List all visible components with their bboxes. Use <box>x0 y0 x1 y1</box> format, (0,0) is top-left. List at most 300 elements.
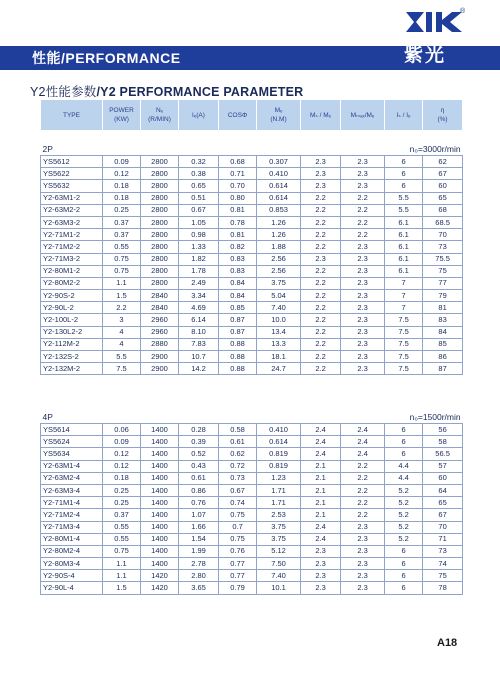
value-cell: 2.3 <box>301 558 341 570</box>
value-cell: 0.09 <box>103 156 141 168</box>
value-cell: 0.81 <box>219 229 257 241</box>
value-cell: 0.12 <box>103 448 141 460</box>
table-row <box>41 351 463 363</box>
value-cell: 68.5 <box>423 216 463 228</box>
value-cell: 1.26 <box>257 216 301 228</box>
value-cell: 2.56 <box>257 265 301 277</box>
value-cell: 0.87 <box>219 314 257 326</box>
value-cell: 73 <box>423 545 463 557</box>
value-cell: 7 <box>385 302 423 314</box>
value-cell: 6.14 <box>179 314 219 326</box>
value-cell: 5.12 <box>257 545 301 557</box>
value-cell: 0.55 <box>103 533 141 545</box>
value-cell: 2.3 <box>341 302 385 314</box>
table-row <box>41 204 463 216</box>
value-cell: 70 <box>423 229 463 241</box>
value-cell: 2.2 <box>301 314 341 326</box>
value-cell: 0.88 <box>219 338 257 350</box>
motor-type-cell: Y2-80M2-4 <box>41 545 103 557</box>
value-cell: 2900 <box>141 363 179 375</box>
table-row <box>41 436 463 448</box>
page-subtitle <box>30 82 303 100</box>
speed-label: n₀=3000r/min <box>409 143 461 154</box>
column-header-text: Mₘₐₓ/Mₑ <box>350 111 375 119</box>
value-cell: 2.4 <box>301 521 341 533</box>
table-row <box>41 277 463 289</box>
value-cell: 0.18 <box>103 472 141 484</box>
value-cell: 13.3 <box>257 338 301 350</box>
value-cell: 1400 <box>141 484 179 496</box>
value-cell: 2.4 <box>301 424 341 436</box>
value-cell: 2.3 <box>341 570 385 582</box>
subtitle-cn: Y2性能参数 <box>30 85 97 99</box>
motor-type-cell: Y2-71M2-2 <box>41 241 103 253</box>
value-cell: 81 <box>423 302 463 314</box>
table-row <box>41 497 463 509</box>
table-4p <box>40 410 463 595</box>
value-cell: 2.49 <box>179 277 219 289</box>
value-cell: 67 <box>423 509 463 521</box>
value-cell: 10.0 <box>257 314 301 326</box>
value-cell: 85 <box>423 338 463 350</box>
value-cell: 1.99 <box>179 545 219 557</box>
value-cell: 2800 <box>141 192 179 204</box>
table-row <box>41 338 463 350</box>
value-cell: 0.65 <box>179 180 219 192</box>
value-cell: 5.5 <box>103 351 141 363</box>
table-row <box>41 180 463 192</box>
table-row <box>41 326 463 338</box>
column-header <box>219 100 257 131</box>
value-cell: 78 <box>423 582 463 594</box>
value-cell: 2.4 <box>341 436 385 448</box>
value-cell: 2.2 <box>301 192 341 204</box>
value-cell: 2.3 <box>341 351 385 363</box>
value-cell: 0.28 <box>179 424 219 436</box>
value-cell: 2800 <box>141 180 179 192</box>
value-cell: 2.4 <box>301 436 341 448</box>
value-cell: 7.50 <box>257 558 301 570</box>
value-cell: 1.33 <box>179 241 219 253</box>
value-cell: 0.68 <box>219 156 257 168</box>
value-cell: 1400 <box>141 509 179 521</box>
registered-mark: ® <box>460 8 466 15</box>
value-cell: 2.1 <box>301 497 341 509</box>
value-cell: 2800 <box>141 277 179 289</box>
motor-type-cell: Y2-63M1-2 <box>41 192 103 204</box>
value-cell: 0.55 <box>103 521 141 533</box>
column-header <box>385 100 423 131</box>
value-cell: 2.80 <box>179 570 219 582</box>
column-header-text: (N.M) <box>270 116 287 123</box>
column-header-text: (R/MIN) <box>148 116 171 123</box>
value-cell: 14.2 <box>179 363 219 375</box>
value-cell: 2.2 <box>301 265 341 277</box>
value-cell: 0.819 <box>257 448 301 460</box>
value-cell: 2.4 <box>301 448 341 460</box>
motor-type-cell: YS5634 <box>41 448 103 460</box>
table-row <box>41 229 463 241</box>
value-cell: 2.2 <box>341 509 385 521</box>
value-cell: 1.1 <box>103 277 141 289</box>
value-cell: 57 <box>423 460 463 472</box>
value-cell: 2800 <box>141 229 179 241</box>
value-cell: 0.77 <box>219 570 257 582</box>
value-cell: 2.4 <box>341 424 385 436</box>
column-header-row <box>41 100 463 131</box>
motor-type-cell: Y2-63M3-4 <box>41 484 103 496</box>
value-cell: 1400 <box>141 497 179 509</box>
value-cell: 4.4 <box>385 472 423 484</box>
brand-name: 紫光 <box>404 45 447 66</box>
value-cell: 8.10 <box>179 326 219 338</box>
value-cell: 1.07 <box>179 509 219 521</box>
value-cell: 0.38 <box>179 168 219 180</box>
value-cell: 2.53 <box>257 509 301 521</box>
value-cell: 3.75 <box>257 277 301 289</box>
motor-type-cell: Y2-90S-4 <box>41 570 103 582</box>
value-cell: 7.83 <box>179 338 219 350</box>
value-cell: 2.3 <box>341 582 385 594</box>
value-cell: 1400 <box>141 558 179 570</box>
value-cell: 0.87 <box>219 326 257 338</box>
pole-label: 2P <box>42 143 53 154</box>
value-cell: 2.3 <box>341 253 385 265</box>
value-cell: 5.5 <box>385 192 423 204</box>
table-row <box>41 241 463 253</box>
value-cell: 2.78 <box>179 558 219 570</box>
value-cell: 7.40 <box>257 570 301 582</box>
value-cell: 2.3 <box>301 582 341 594</box>
value-cell: 2960 <box>141 326 179 338</box>
value-cell: 6 <box>385 156 423 168</box>
column-header <box>179 100 219 131</box>
value-cell: 0.73 <box>219 472 257 484</box>
value-cell: 0.76 <box>219 545 257 557</box>
value-cell: 2800 <box>141 168 179 180</box>
value-cell: 4.69 <box>179 302 219 314</box>
value-cell: 65 <box>423 497 463 509</box>
value-cell: 0.307 <box>257 156 301 168</box>
value-cell: 1400 <box>141 545 179 557</box>
value-cell: 0.18 <box>103 180 141 192</box>
value-cell: 5.04 <box>257 290 301 302</box>
value-cell: 1420 <box>141 582 179 594</box>
value-cell: 2.3 <box>341 168 385 180</box>
value-cell: 1.78 <box>179 265 219 277</box>
value-cell: 0.37 <box>103 509 141 521</box>
column-header-text: Mₛ / Mₑ <box>309 111 332 119</box>
value-cell: 1.1 <box>103 558 141 570</box>
value-cell: 84 <box>423 326 463 338</box>
value-cell: 1420 <box>141 570 179 582</box>
page-number: A18 <box>437 637 458 649</box>
motor-type-cell: Y2-112M-2 <box>41 338 103 350</box>
value-cell: 2.3 <box>341 363 385 375</box>
value-cell: 2.2 <box>341 497 385 509</box>
value-cell: 7.5 <box>385 326 423 338</box>
value-cell: 2.2 <box>301 277 341 289</box>
value-cell: 2.2 <box>301 326 341 338</box>
value-cell: 2840 <box>141 302 179 314</box>
speed-label: n₀=1500r/min <box>409 411 461 422</box>
column-header-text: Iₛ / Iₑ <box>396 111 411 119</box>
value-cell: 13.4 <box>257 326 301 338</box>
table-row <box>41 521 463 533</box>
value-cell: 1400 <box>141 436 179 448</box>
value-cell: 2.2 <box>301 216 341 228</box>
value-cell: 0.67 <box>179 204 219 216</box>
value-cell: 2.1 <box>301 509 341 521</box>
table-row <box>41 570 463 582</box>
value-cell: 0.75 <box>219 533 257 545</box>
table-row <box>41 558 463 570</box>
value-cell: 2900 <box>141 351 179 363</box>
value-cell: 6 <box>385 448 423 460</box>
value-cell: 1.23 <box>257 472 301 484</box>
value-cell: 6.1 <box>385 229 423 241</box>
value-cell: 0.58 <box>219 424 257 436</box>
motor-type-cell: Y2-80M1-4 <box>41 533 103 545</box>
value-cell: 0.32 <box>179 156 219 168</box>
table-row <box>41 290 463 302</box>
value-cell: 7.5 <box>103 363 141 375</box>
table-row <box>41 253 463 265</box>
value-cell: 60 <box>423 180 463 192</box>
value-cell: 2.3 <box>341 180 385 192</box>
value-cell: 7.5 <box>385 351 423 363</box>
value-cell: 2.3 <box>341 314 385 326</box>
value-cell: 10.7 <box>179 351 219 363</box>
value-cell: 0.62 <box>219 448 257 460</box>
value-cell: 0.43 <box>179 460 219 472</box>
value-cell: 0.39 <box>179 436 219 448</box>
value-cell: 0.81 <box>219 204 257 216</box>
value-cell: 7.5 <box>385 363 423 375</box>
value-cell: 56 <box>423 424 463 436</box>
value-cell: 2.3 <box>301 253 341 265</box>
value-cell: 0.7 <box>219 521 257 533</box>
value-cell: 2800 <box>141 156 179 168</box>
value-cell: 2.56 <box>257 253 301 265</box>
value-cell: 64 <box>423 484 463 496</box>
value-cell: 0.37 <box>103 229 141 241</box>
motor-type-cell: Y2-71M3-4 <box>41 521 103 533</box>
value-cell: 2.1 <box>301 484 341 496</box>
value-cell: 1400 <box>141 521 179 533</box>
column-header-text: COSΦ <box>227 111 248 119</box>
value-cell: 0.18 <box>103 192 141 204</box>
value-cell: 2.3 <box>341 277 385 289</box>
value-cell: 0.70 <box>219 180 257 192</box>
table-row <box>41 533 463 545</box>
value-cell: 2800 <box>141 253 179 265</box>
value-cell: 2.2 <box>103 302 141 314</box>
value-cell: 2.3 <box>301 156 341 168</box>
column-header-text: η <box>440 107 445 114</box>
column-header-text: (KW) <box>114 116 129 123</box>
value-cell: 2.3 <box>301 180 341 192</box>
value-cell: 65 <box>423 192 463 204</box>
value-cell: 0.83 <box>219 265 257 277</box>
table-row <box>41 424 463 436</box>
value-cell: 56.5 <box>423 448 463 460</box>
value-cell: 0.12 <box>103 460 141 472</box>
value-cell: 67 <box>423 168 463 180</box>
value-cell: 1.71 <box>257 497 301 509</box>
value-cell: 0.75 <box>103 265 141 277</box>
column-header-text: Mₑ <box>274 107 283 114</box>
value-cell: 3.75 <box>257 533 301 545</box>
table-row <box>41 472 463 484</box>
motor-type-cell: Y2-90L-4 <box>41 582 103 594</box>
column-header-text: POWER <box>109 107 134 114</box>
value-cell: 1.1 <box>103 570 141 582</box>
value-cell: 5.2 <box>385 497 423 509</box>
value-cell: 2.3 <box>341 545 385 557</box>
motor-type-cell: Y2-63M2-4 <box>41 472 103 484</box>
value-cell: 0.12 <box>103 168 141 180</box>
table-row <box>41 314 463 326</box>
value-cell: 2800 <box>141 216 179 228</box>
column-header-text: TYPE <box>63 111 80 119</box>
value-cell: 0.25 <box>103 204 141 216</box>
motor-type-cell: Y2-63M2-2 <box>41 204 103 216</box>
value-cell: 7.5 <box>385 314 423 326</box>
value-cell: 70 <box>423 521 463 533</box>
value-cell: 6 <box>385 558 423 570</box>
value-cell: 6.1 <box>385 265 423 277</box>
value-cell: 3.65 <box>179 582 219 594</box>
value-cell: 5.2 <box>385 533 423 545</box>
value-cell: 6 <box>385 545 423 557</box>
motor-type-cell: Y2-90S-2 <box>41 290 103 302</box>
column-header-table <box>40 99 463 131</box>
value-cell: 2.3 <box>341 156 385 168</box>
value-cell: 0.25 <box>103 484 141 496</box>
value-cell: 0.09 <box>103 436 141 448</box>
value-cell: 6.1 <box>385 253 423 265</box>
value-cell: 0.71 <box>219 168 257 180</box>
value-cell: 0.82 <box>219 241 257 253</box>
column-header <box>141 100 179 131</box>
value-cell: 2.1 <box>301 472 341 484</box>
value-cell: 73 <box>423 241 463 253</box>
value-cell: 0.819 <box>257 460 301 472</box>
value-cell: 75 <box>423 570 463 582</box>
value-cell: 6 <box>385 424 423 436</box>
value-cell: 6.1 <box>385 241 423 253</box>
value-cell: 0.85 <box>219 302 257 314</box>
value-cell: 2.2 <box>301 338 341 350</box>
value-cell: 0.80 <box>219 192 257 204</box>
motor-type-cell: Y2-80M3-4 <box>41 558 103 570</box>
motor-type-cell: Y2-80M1-2 <box>41 265 103 277</box>
value-cell: 2.3 <box>341 521 385 533</box>
table-row <box>41 168 463 180</box>
value-cell: 4 <box>103 338 141 350</box>
value-cell: 1.05 <box>179 216 219 228</box>
value-cell: 0.853 <box>257 204 301 216</box>
value-cell: 5.2 <box>385 484 423 496</box>
motor-type-cell: YS5614 <box>41 424 103 436</box>
value-cell: 2.2 <box>341 484 385 496</box>
motor-type-cell: Y2-71M1-2 <box>41 229 103 241</box>
column-header <box>341 100 385 131</box>
value-cell: 2.2 <box>341 460 385 472</box>
subtitle-en: /Y2 PERFORMANCE PARAMETER <box>96 85 304 99</box>
value-cell: 86 <box>423 351 463 363</box>
value-cell: 6 <box>385 582 423 594</box>
value-cell: 75 <box>423 265 463 277</box>
value-cell: 7 <box>385 290 423 302</box>
value-cell: 71 <box>423 533 463 545</box>
value-cell: 2.2 <box>301 241 341 253</box>
value-cell: 2.2 <box>301 204 341 216</box>
value-cell: 3 <box>103 314 141 326</box>
value-cell: 0.37 <box>103 216 141 228</box>
value-cell: 2.3 <box>301 570 341 582</box>
value-cell: 2.3 <box>301 545 341 557</box>
table-row <box>41 545 463 557</box>
value-cell: 18.1 <box>257 351 301 363</box>
value-cell: 2.2 <box>341 472 385 484</box>
value-cell: 1.5 <box>103 582 141 594</box>
value-cell: 2.3 <box>341 265 385 277</box>
value-cell: 0.76 <box>179 497 219 509</box>
value-cell: 0.51 <box>179 192 219 204</box>
value-cell: 2.2 <box>301 229 341 241</box>
value-cell: 75.5 <box>423 253 463 265</box>
column-header <box>41 100 103 131</box>
value-cell: 2.1 <box>301 460 341 472</box>
value-cell: 0.77 <box>219 558 257 570</box>
value-cell: 2800 <box>141 265 179 277</box>
value-cell: 2.3 <box>341 533 385 545</box>
motor-type-cell: YS5632 <box>41 180 103 192</box>
value-cell: 0.25 <box>103 497 141 509</box>
motor-type-cell: Y2-132S-2 <box>41 351 103 363</box>
value-cell: 1.26 <box>257 229 301 241</box>
value-cell: 2.3 <box>341 290 385 302</box>
value-cell: 2.4 <box>341 448 385 460</box>
motor-type-cell: Y2-63M1-4 <box>41 460 103 472</box>
motor-type-cell: Y2-71M2-4 <box>41 509 103 521</box>
column-header <box>301 100 341 131</box>
value-cell: 6 <box>385 436 423 448</box>
value-cell: 1400 <box>141 424 179 436</box>
brand-logo-mark-icon <box>406 10 462 34</box>
value-cell: 2.3 <box>341 241 385 253</box>
motor-type-cell: Y2-90L-2 <box>41 302 103 314</box>
value-cell: 2800 <box>141 204 179 216</box>
value-cell: 5.5 <box>385 204 423 216</box>
value-cell: 2.2 <box>301 363 341 375</box>
value-cell: 0.55 <box>103 241 141 253</box>
value-cell: 2.2 <box>301 290 341 302</box>
value-cell: 87 <box>423 363 463 375</box>
value-cell: 0.83 <box>219 253 257 265</box>
value-cell: 77 <box>423 277 463 289</box>
value-cell: 6 <box>385 180 423 192</box>
column-header-text: Nₑ <box>155 107 164 114</box>
value-cell: 3.34 <box>179 290 219 302</box>
value-cell: 0.86 <box>179 484 219 496</box>
section-title: 性能/PERFORMANCE <box>32 50 181 66</box>
value-cell: 2960 <box>141 314 179 326</box>
value-cell: 1.71 <box>257 484 301 496</box>
value-cell: 0.84 <box>219 290 257 302</box>
